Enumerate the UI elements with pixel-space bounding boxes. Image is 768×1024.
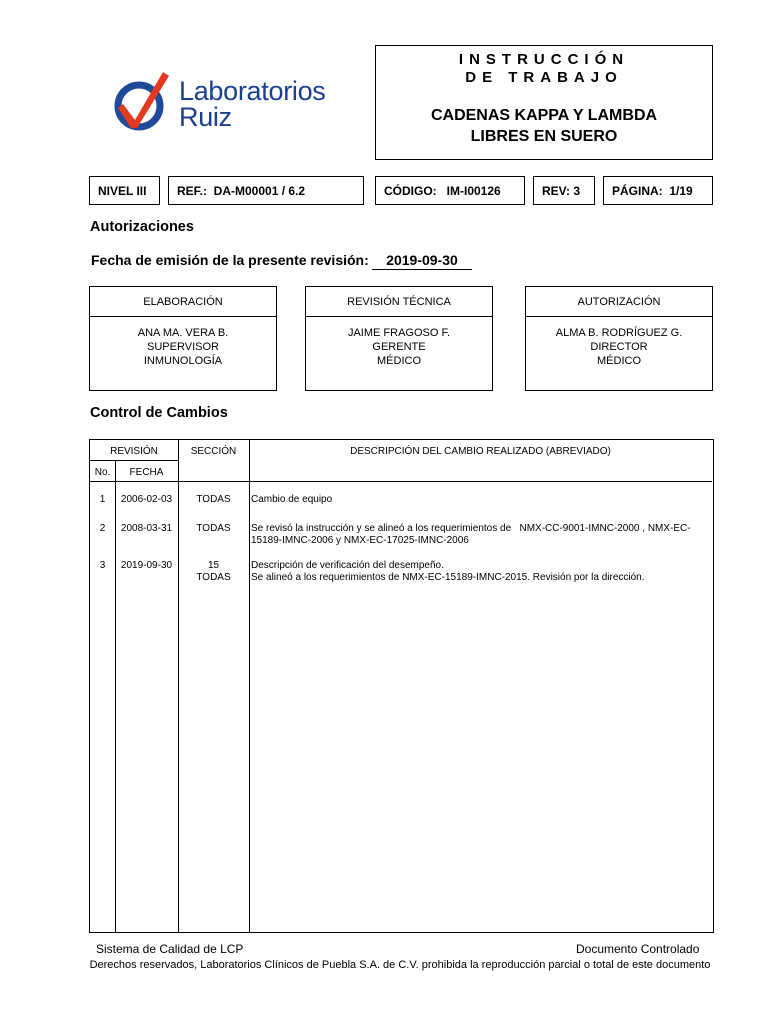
subtitle-line-2: LIBRES EN SUERO — [470, 128, 618, 145]
title-line-2: DE TRABAJO — [465, 69, 623, 86]
subtitle-line-1: CADENAS KAPPA Y LAMBDA — [430, 107, 658, 124]
row-section: TODAS — [196, 494, 231, 505]
row-description-line-2: Se alineó a los requerimientos de NMX-EC-15189-IMNC-2015. Revisión por la dirección. — [251, 572, 645, 583]
document-title-box — [375, 45, 713, 160]
authorization-area: MÉDICO — [597, 355, 641, 367]
authorization-box-title: ELABORACIÓN — [90, 287, 276, 317]
row-date: 2019-09-30 — [120, 560, 173, 571]
authorization-box-authorization — [525, 286, 713, 391]
row-description-line-1: Se revisó la instrucción y se alineó a los requerimientos de NMX-CC-9001-IMNC-2000 , NMX-EC- — [251, 523, 691, 534]
row-number: 1 — [99, 494, 106, 505]
header-number: No. — [94, 467, 111, 478]
checkmark-logo-icon — [113, 70, 173, 132]
changes-heading: Control de Cambios — [90, 405, 228, 421]
header-revision: REVISIÓN — [110, 446, 158, 457]
authorization-area: INMUNOLOGÍA — [143, 355, 223, 367]
authorization-role: SUPERVISOR — [147, 341, 219, 353]
title-line-1: INSTRUCCIÓN — [458, 51, 630, 68]
authorization-box-title: AUTORIZACIÓN — [526, 287, 712, 317]
authorizations-heading: Autorizaciones — [90, 219, 194, 235]
authorization-role: GERENTE — [372, 341, 426, 353]
authorization-box-title: REVISIÓN TÉCNICA — [306, 287, 492, 317]
ref-box: REF.: DA-M00001 / 6.2 — [168, 176, 364, 205]
emission-date-label: Fecha de emisión de la presente revisión: — [91, 252, 369, 268]
page-box: PÁGINA: 1/19 — [603, 176, 713, 205]
logo-line-2: Ruiz — [179, 102, 232, 132]
table-divider — [178, 440, 179, 932]
logo-line-1: Laboratorios — [179, 76, 326, 106]
table-divider — [249, 440, 250, 932]
authorization-name: ALMA B. RODRÍGUEZ G. — [555, 327, 683, 339]
authorization-area: MÉDICO — [377, 355, 421, 367]
emission-date-value: 2019-09-30 — [372, 252, 472, 270]
changes-table — [89, 439, 714, 933]
level-box: NIVEL III — [89, 176, 160, 205]
authorization-box-elaboration — [89, 286, 277, 391]
row-section: TODAS — [196, 523, 231, 534]
header-date: FECHA — [129, 467, 164, 478]
row-section-line-2: TODAS — [196, 572, 231, 583]
row-section-line-1: 15 — [207, 560, 220, 571]
footer-controlled-document: Documento Controlado — [576, 942, 700, 956]
header-description: DESCRIPCIÓN DEL CAMBIO REALIZADO (ABREVIADO) — [350, 446, 611, 457]
row-number: 2 — [99, 523, 106, 534]
footer-rights: Derechos reservados, Laboratorios Clínicos de Puebla S.A. de C.V. prohibida la reproducción parcial o total de este documento — [89, 959, 711, 971]
revision-box: REV: 3 — [533, 176, 595, 205]
row-date: 2008-03-31 — [120, 523, 173, 534]
header-section: SECCIÓN — [190, 446, 237, 457]
code-box: CÓDIGO: IM-I00126 — [375, 176, 525, 205]
authorization-name: ANA MA. VERA B. — [137, 327, 229, 339]
company-logo — [113, 70, 333, 132]
table-divider — [90, 460, 178, 461]
authorization-role: DIRECTOR — [590, 341, 648, 353]
table-divider — [90, 481, 712, 482]
row-description: Cambio de equipo — [251, 494, 333, 505]
footer-quality-system: Sistema de Calidad de LCP — [96, 942, 244, 956]
row-date: 2006-02-03 — [120, 494, 173, 505]
authorization-box-technical-review — [305, 286, 493, 391]
authorization-name: JAIME FRAGOSO F. — [347, 327, 451, 339]
row-description-line-1: Descripción de verificación del desempeño. — [251, 560, 444, 571]
row-description-line-2: 15189-IMNC-2006 y NMX-EC-17025-IMNC-2006 — [251, 535, 469, 546]
row-number: 3 — [99, 560, 106, 571]
